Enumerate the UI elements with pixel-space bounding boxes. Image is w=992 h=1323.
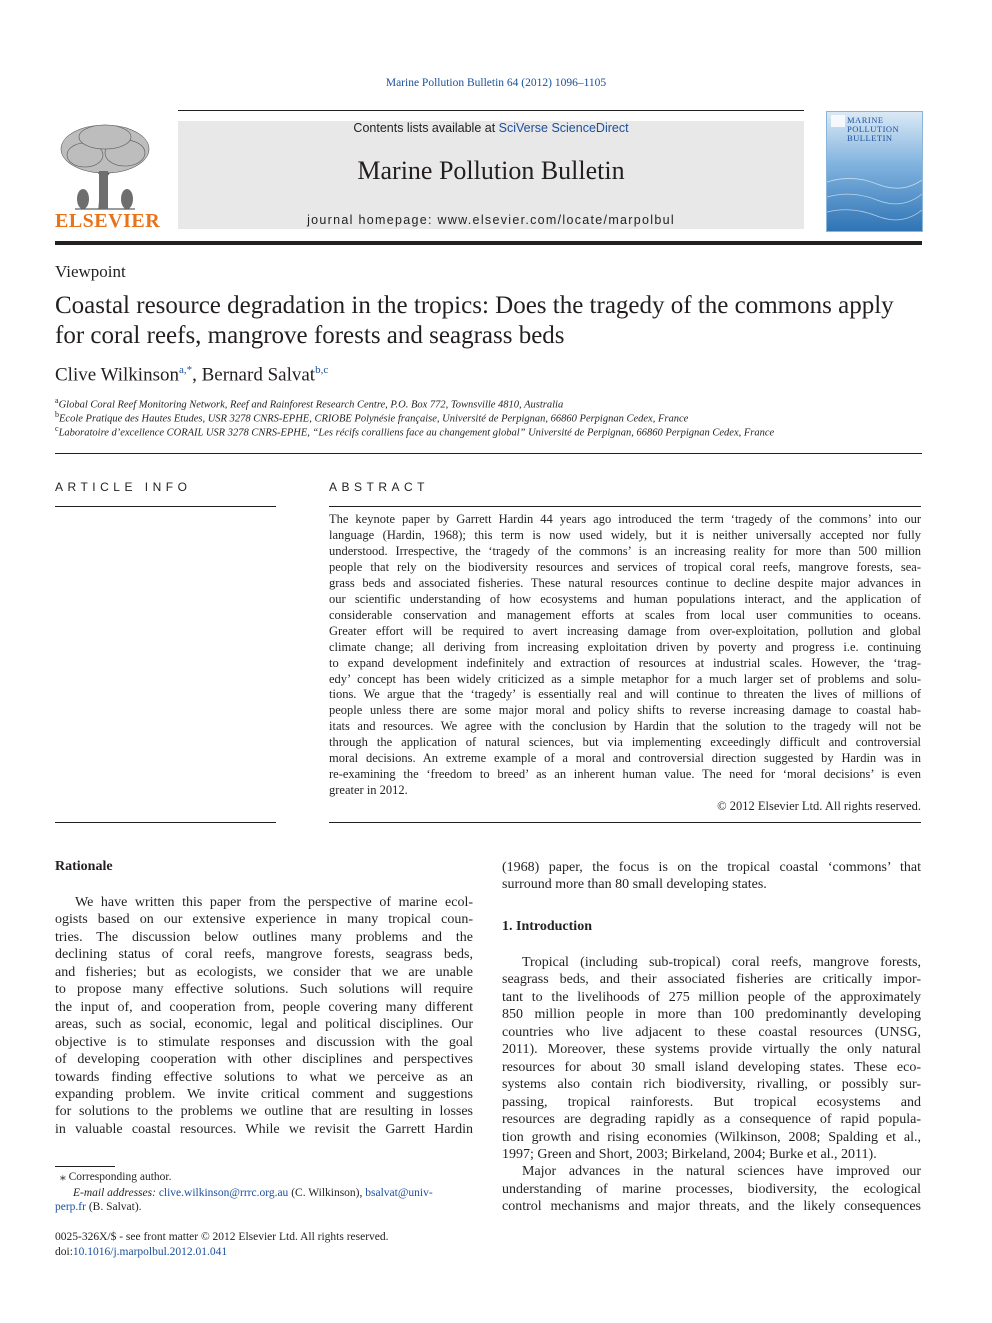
text-line: (1968) paper, the focus is on the tropical coastal ‘commons’ that (502, 860, 921, 875)
text-line: and fisheries; but as ecologists, we consider that we are unable (55, 964, 473, 980)
abstract-label: ABSTRACT (329, 480, 430, 494)
text-line: to expand development indefinitely and extraction of resources at industrial scales. However, the ‘trag- (329, 655, 921, 670)
email-note (55, 1186, 473, 1201)
author-name[interactable]: Bernard Salvat (201, 364, 316, 386)
text-line: expanding problem. We invite critical comment and suggestions (55, 1086, 473, 1102)
email-link[interactable]: bsalvat@univ- (365, 1187, 433, 1199)
affiliation (55, 396, 563, 411)
cover-title (847, 116, 899, 143)
author-affil-mark[interactable]: a,* (178, 364, 193, 376)
text-line: in valuable coastal resources. While we revisit the Garrett Hardin (55, 1121, 473, 1137)
text-line: for solutions to the problems we outline that are resulting in losses (55, 1104, 473, 1120)
author-list: Clive Wilkinson$^{a,*}$, Bernard Salvat$^{b,c}$ (55, 364, 329, 386)
divider (329, 506, 921, 507)
text-line: resources are degrading rapidly as a consequence of rapid popula- (502, 1112, 921, 1128)
journal-name: Marine Pollution Bulletin (357, 156, 625, 185)
text-line: re-examining the ‘freedom to breed’ as an inherent human value. The need for ‘moral decisions’ is even (329, 767, 921, 782)
text-line: people that rely on the biodiversity resources and services of tropical coral reefs, mangrove forests, sea- (329, 559, 921, 574)
text-line: objective is to stimulate responses and discussion with the goal (55, 1034, 473, 1050)
text-line: climate change; all deriving from increasing exploitation driven by poverty and progress i.e. continuing (329, 639, 921, 654)
affiliation-mark: c (55, 424, 59, 433)
affiliation-mark: b (55, 410, 59, 419)
text-line: through the application of natural sciences, but via implementing exceedingly difficult and controversial (329, 735, 921, 750)
author-affil-mark[interactable]: b,c (315, 364, 329, 376)
text-line: edy’ concept has been widely criticized as a simple metaphor for a much larger set of problems and solu- (329, 671, 921, 686)
email-label: E-mail addresses: (73, 1187, 156, 1199)
email-note-continued (55, 1200, 142, 1215)
email-owner: (B. Salvat). (88, 1201, 142, 1213)
cover-title-line: POLLUTION (847, 124, 900, 134)
contents-line (178, 121, 804, 135)
text-line: Major advances in the natural sciences have improved our (522, 1164, 921, 1180)
cover-title-line: BULLETIN (847, 133, 893, 143)
section-heading-rationale: Rationale (55, 859, 113, 874)
divider (55, 506, 276, 507)
abstract-text (329, 512, 921, 799)
header-thick-rule (55, 241, 922, 245)
title-line: Coastal resource degradation in the tropics: Does the tragedy of the commons apply (55, 292, 894, 319)
affiliation-text: Ecole Pratique des Hautes Etudes, USR 3278 CNRS-EPHE, CRIOBE Polynésie française, Université de Perpignan, 66860 Perpignan Cedex, France (59, 413, 689, 425)
text-line: resources for about 30 small island developing states. These eco- (502, 1059, 921, 1075)
article-type: Viewpoint (55, 262, 126, 281)
section-heading-introduction: 1. Introduction (502, 919, 592, 934)
affiliation-mark: a (55, 396, 59, 405)
text-line: considerable conservation and management efforts at scales from local user communities to oceans. (329, 607, 921, 622)
introduction-text (502, 954, 921, 1216)
abstract-copyright: © 2012 Elsevier Ltd. All rights reserved. (717, 799, 921, 813)
article-title (55, 291, 935, 351)
text-line: systems also contain rich biodiversity, rivalling, or possibly sur- (502, 1077, 921, 1093)
text-line: tant to the livelihoods of 275 million people of the approximately (502, 989, 921, 1005)
text-line: moral decisions. An extreme example of a moral and controversial direction suggested by Hardin was in (329, 751, 921, 766)
text-line: tries. The discussion below outlines many problems and the (55, 929, 473, 945)
text-line: ogists based on our extensive experience in many tropical coun- (55, 912, 473, 928)
affiliation-text: Global Coral Reef Monitoring Network, Reef and Rainforest Research Centre, P.O. Box 772, Townsville 4810, Australia (58, 399, 564, 411)
affiliation (55, 424, 774, 439)
email-link[interactable]: perp.fr (55, 1201, 86, 1213)
author-name[interactable]: Clive Wilkinson (55, 364, 179, 386)
text-line: our scientific understanding of how ecosystems and human populations interact, and the application of (329, 591, 921, 606)
text-line: tion growth and rising economies (Wilkinson, 2008; Spalding et al., (502, 1129, 921, 1145)
journal-homepage[interactable]: journal homepage: www.elsevier.com/locate/marpolbul (307, 213, 675, 227)
title-line: for coral reefs, mangrove forests and seagrass beds (55, 322, 565, 349)
text-line: people unless there are some major moral and policy shifts to reverse increasing damage to coastal hab- (329, 703, 921, 718)
affiliation (55, 410, 688, 425)
contents-prefix: Contents lists available at (353, 121, 499, 135)
text-line: 850 million people in more than 100 predominantly developing (502, 1007, 921, 1023)
text-line: We have written this paper from the perspective of marine ecol- (75, 895, 473, 910)
text-line: understanding of marine processes, biodiversity, the ecological (502, 1181, 921, 1197)
footnote-rule (55, 1166, 115, 1167)
text-line: declining status of coral reefs, mangrove forests, seagrass beds, (55, 947, 473, 963)
divider (55, 822, 276, 823)
text-line: grass beds and associated fisheries. These natural resources continue to decline despite major advances in (329, 575, 921, 590)
affiliation-text: Laboratoire d’excellence CORAIL USR 3278 CNRS-EPHE, “Les récifs coralliens face au changement global” Université de Perpignan, 66860 Perpignan Cedex, France (58, 427, 775, 439)
cover-title-line: MARINE (847, 115, 884, 125)
divider (329, 822, 921, 823)
header-top-rule (178, 110, 804, 111)
journal-cover-thumbnail (826, 111, 923, 232)
text-line: The keynote paper by Garrett Hardin 44 years ago introduced the term ‘tragedy of the commons’ into our (329, 512, 921, 526)
divider (55, 453, 922, 454)
email-owner: (C. Wilkinson), (291, 1187, 363, 1199)
text-line: countries who live adjacent to these coastal resources (UNSG, (502, 1024, 921, 1040)
doi-link[interactable]: 10.1016/j.marpolbul.2012.01.041 (72, 1246, 228, 1258)
tree-icon (55, 121, 155, 211)
rationale-continuation (502, 859, 921, 894)
text-line: understood. Irrespective, the ‘tragedy of the commons’ is an increasing reality for more than 500 million (329, 543, 921, 558)
text-line: Tropical (including sub-tropical) coral reefs, mangrove forests, (522, 955, 921, 970)
text-line: seagrass beds, and their associated fisheries are critically impor- (502, 972, 921, 988)
text-line: Greater effort will be required to avert increasing damage from over-exploitation, pollution and global (329, 623, 921, 638)
text-line: greater in 2012. (329, 783, 408, 798)
text-line: areas, such as social, economic, legal and political disciplines. Our (55, 1017, 473, 1033)
text-line: to propose many effective solutions. Such solutions will require (55, 982, 473, 998)
text-line: itats and resources. We agree with the conclusion by Hardin that the solution to the tragedy will not be (329, 719, 921, 734)
text-line: surround more than 80 small developing states. (502, 877, 767, 893)
text-line: of developing cooperation with other disciplines and perspectives (55, 1052, 473, 1068)
text-line: language (Hardin, 1968); this term is now used widely, but it is neither universally accepted nor fully (329, 527, 921, 542)
doi-line (55, 1245, 227, 1260)
corresponding-author-note: ⁎ Corresponding author. (60, 1171, 172, 1183)
sciencedirect-link[interactable]: SciVerse ScienceDirect (498, 121, 629, 135)
rationale-text (55, 894, 473, 1138)
text-line: passing, tropical rainforests. But tropical ecosystems and (502, 1094, 921, 1110)
text-line: 1997; Green and Short, 2003; Birkeland, 2004; Burke et al., 2011). (502, 1146, 877, 1162)
doi-label: doi: (55, 1246, 73, 1258)
issn-line: 0025-326X/$ - see front matter © 2012 Elsevier Ltd. All rights reserved. (55, 1231, 389, 1243)
text-line: tions. We argue that the ‘tragedy’ is essentially real and will continue to threaten the lives of millions of (329, 687, 921, 702)
text-line: towards finding effective solutions to what we perceive as an (55, 1069, 473, 1085)
journal-citation[interactable]: Marine Pollution Bulletin 64 (2012) 1096–1105 (385, 77, 607, 89)
text-line: control mechanisms and major threats, and the likely consequences (502, 1199, 921, 1215)
elsevier-wordmark: ELSEVIER (55, 210, 161, 232)
text-line: the input of, and cooperation from, people covering many different (55, 999, 473, 1015)
article-info-label: ARTICLE INFO (55, 480, 192, 494)
email-link[interactable]: clive.wilkinson@rrrc.org.au (158, 1187, 289, 1199)
text-line: 2011). Moreover, these systems provide virtually the only natural (502, 1042, 921, 1058)
